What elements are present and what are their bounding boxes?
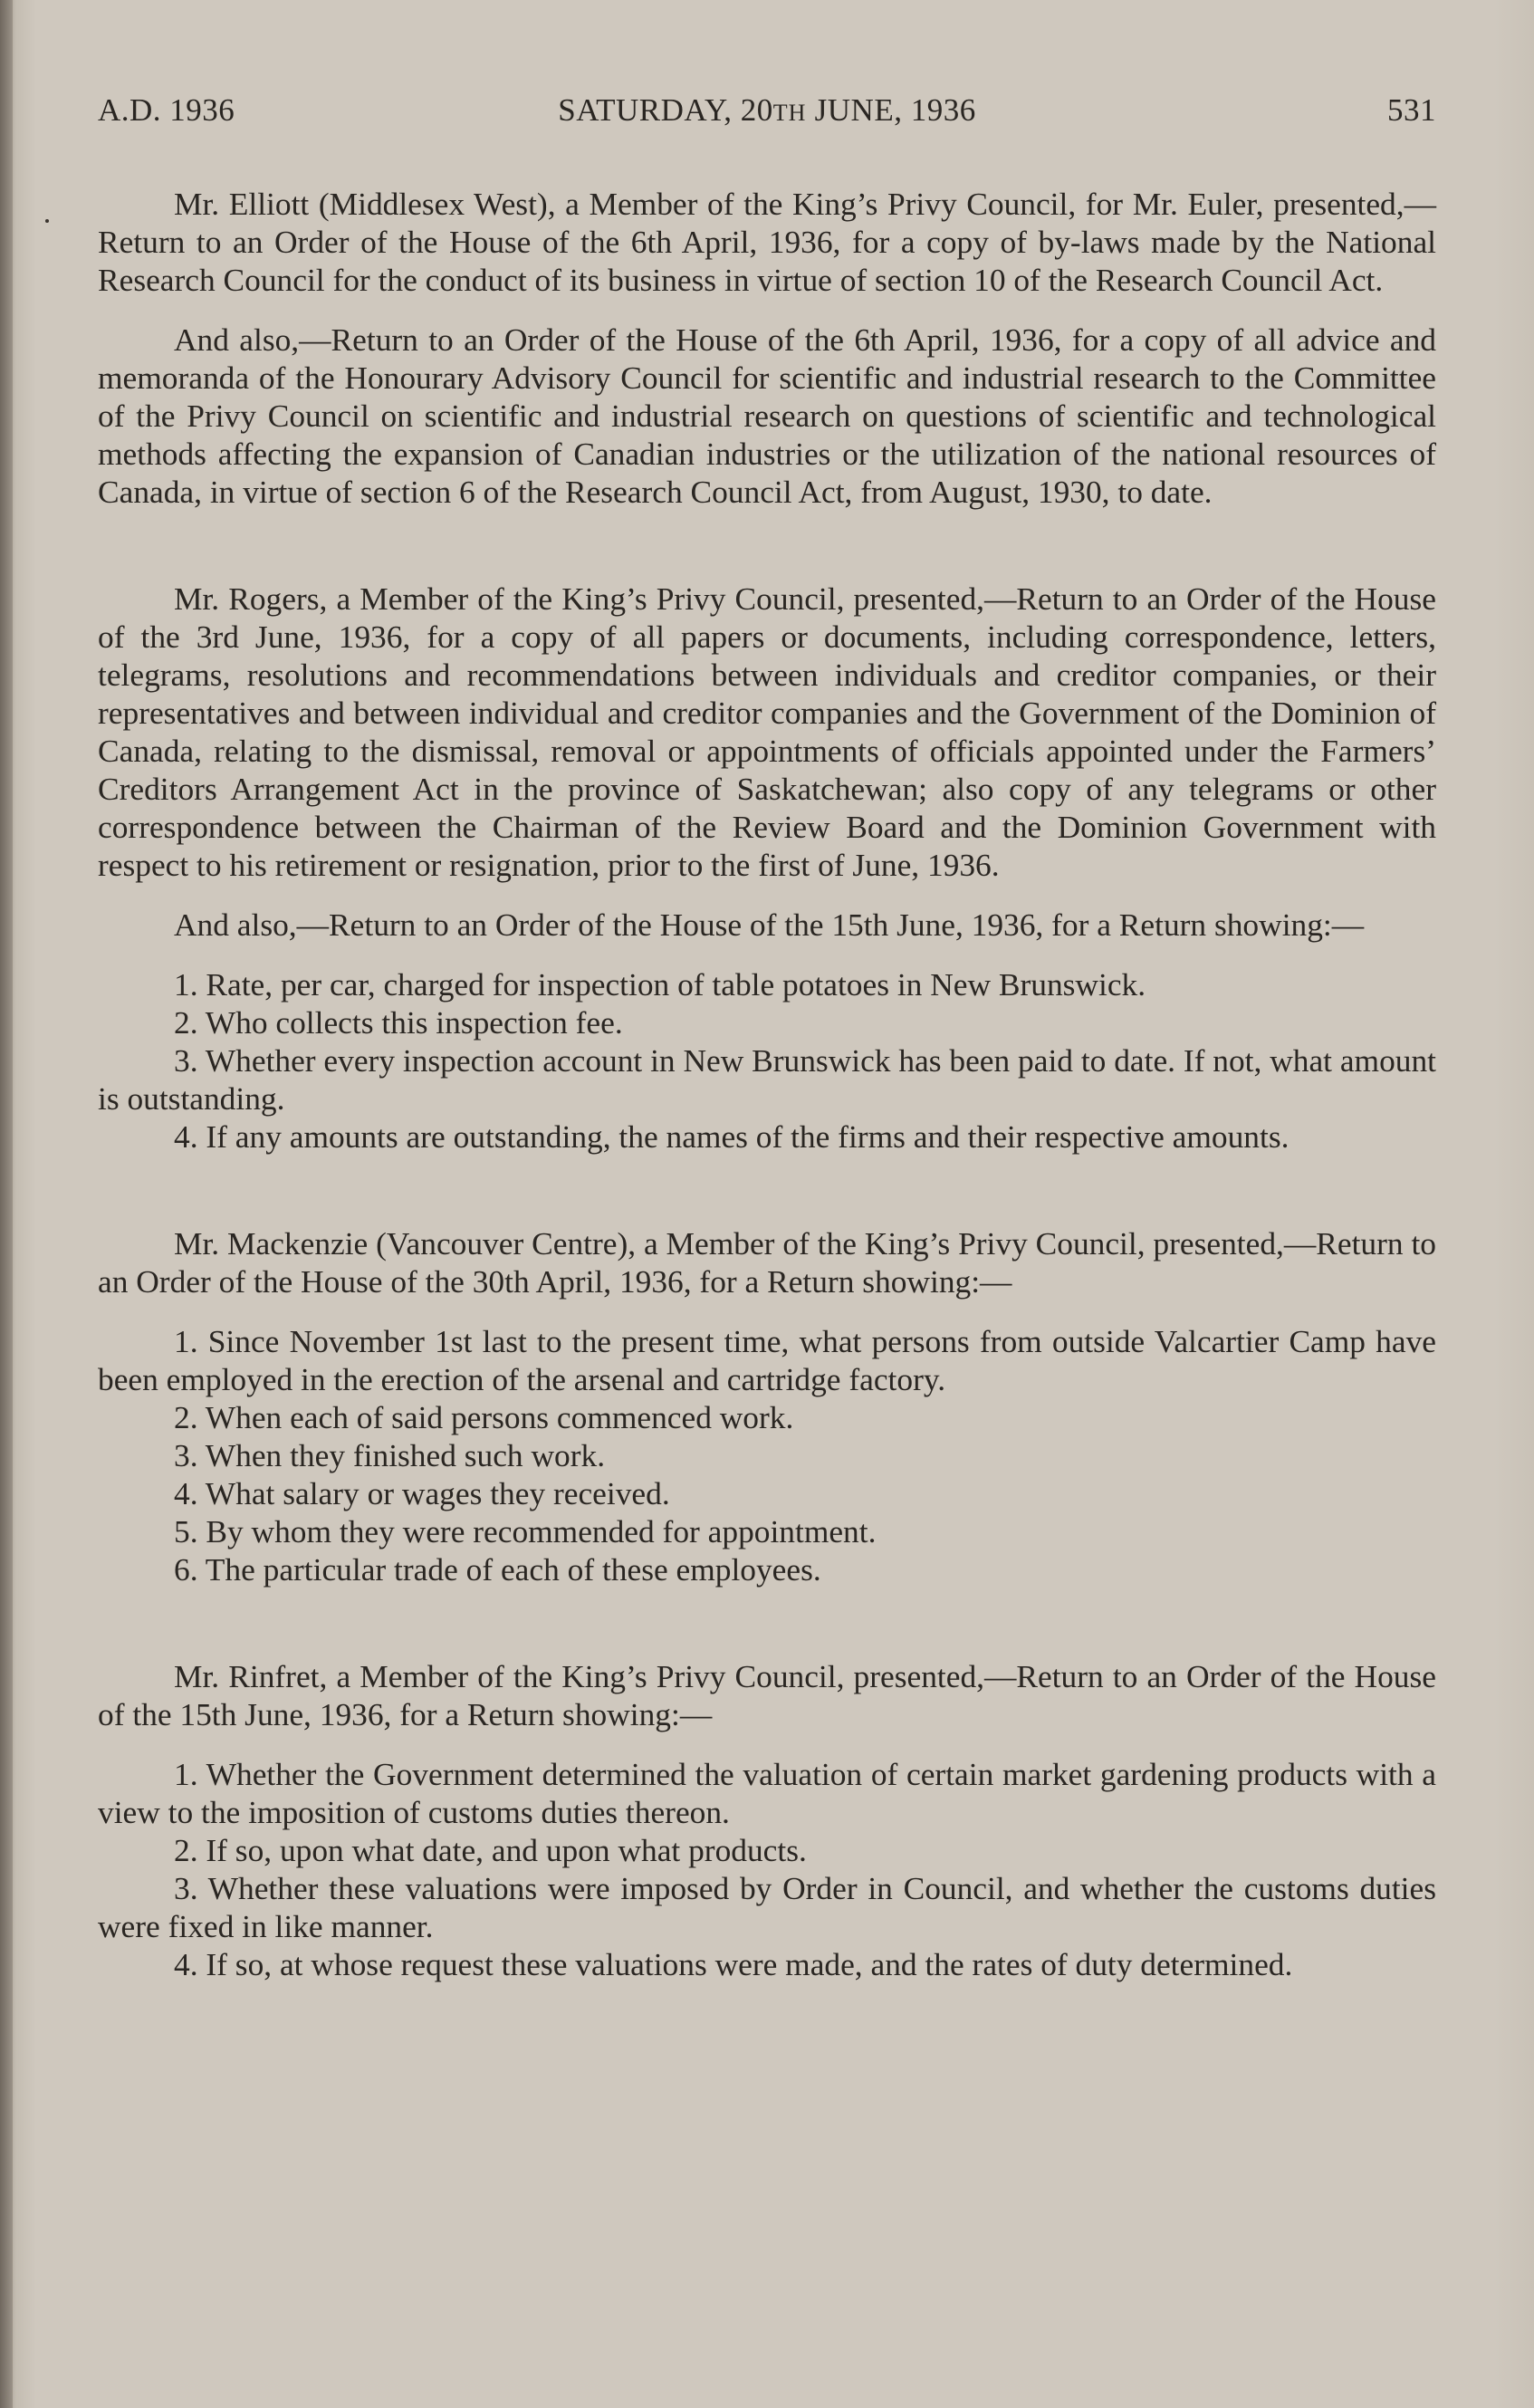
list-item: 2. When each of said persons commenced work. [174, 1399, 794, 1435]
list-item: 3. Whether these valuations were imposed by Order in Council, and whether the customs duties were fixed in like manner. [98, 1870, 1436, 1944]
list-item: 3. Whether every inspection account in New Brunswick has been paid to date. If not, what amount is outstanding. [98, 1042, 1436, 1117]
list-valuations [98, 1755, 1436, 1983]
list-item: 4. If so, at whose request these valuations were made, and the rates of duty determined. [174, 1946, 1293, 1982]
header-date-suffix: JUNE, 1936 [806, 92, 976, 128]
margin-dot [45, 219, 49, 223]
page-header [98, 91, 1436, 130]
list-item: 1. Since November 1st last to the present time, what persons from outside Valcartier Camp have been employed in the erection of the arsenal and cartridge factory. [98, 1323, 1436, 1397]
list-item: 2. If so, upon what date, and upon what products. [174, 1832, 807, 1868]
paragraph-rogers-also: And also,—Return to an Order of the House of the 15th June, 1936, for a Return showing:— [174, 907, 1365, 943]
list-item: 5. By whom they were recommended for appointment. [174, 1513, 877, 1549]
list-item: 4. If any amounts are outstanding, the names of the firms and their respective amounts. [174, 1118, 1290, 1155]
list-item: 3. When they finished such work. [174, 1437, 606, 1473]
list-item: 2. Who collects this inspection fee. [174, 1004, 623, 1041]
header-date-ordinal: TH [772, 100, 807, 126]
paragraph-rinfret: Mr. Rinfret, a Member of the King’s Privy Council, presented,—Return to an Order of the House of the 15th June, 1936, for a Return showing:— [98, 1658, 1436, 1732]
list-item: 6. The particular trade of each of these employees. [174, 1551, 821, 1588]
header-date-prefix: SATURDAY, 20 [558, 92, 773, 128]
list-item: 1. Rate, per car, charged for inspection of table potatoes in New Brunswick. [174, 966, 1146, 1003]
page-binding-edge [0, 0, 13, 2408]
list-item: 1. Whether the Government determined the valuation of certain market gardening products with a view to the imposition of customs duties thereon. [98, 1756, 1436, 1830]
paragraph-mackenzie: Mr. Mackenzie (Vancouver Centre), a Member of the King’s Privy Council, presented,—Return to an Order of the House of the 30th April, 1936, for a Return showing:— [98, 1225, 1436, 1300]
journal-body [98, 185, 1436, 1983]
page-number: 531 [1387, 92, 1436, 128]
list-item: 4. What salary or wages they received. [174, 1475, 670, 1511]
list-valcartier [98, 1322, 1436, 1588]
paragraph-rogers: Mr. Rogers, a Member of the King’s Privy Council, presented,—Return to an Order of the House of the 3rd June, 1936, for a copy of all papers or documents, including correspondence, letters, telegrams, resolutions and recommendations between individuals and creditor companies, or their representatives and between individual and creditor companies and the Government of the Dominion of Canada, relating to the dismissal, removal or appointments of officials appointed under the Farmers’ Creditors Arrangement Act in the province of Saskatchewan; also copy of any telegrams or other correspondence between the Chairman of the Review Board and the Dominion Government with respect to his retirement or resignation, prior to the first of June, 1936. [98, 580, 1436, 883]
header-year: A.D. 1936 [98, 92, 235, 128]
paragraph-elliott-also: And also,—Return to an Order of the House of the 6th April, 1936, for a copy of all advice and memoranda of the Honourary Advisory Council for scientific and industrial research to the Committee of the Privy Council on scientific and industrial research on questions of scientific and technological methods affecting the expansion of Canadian industries or the utilization of the national resources of Canada, in virtue of section 6 of the Research Council Act, from August, 1930, to date. [98, 321, 1436, 510]
paragraph-elliott: Mr. Elliott (Middlesex West), a Member of the King’s Privy Council, for Mr. Euler, presented,—Return to an Order of the House of the 6th April, 1936, for a copy of by-laws made by the National Research Council for the conduct of its business in virtue of section 10 of the Research Council Act. [98, 186, 1436, 298]
list-potatoes [98, 965, 1436, 1156]
header-date [98, 91, 1436, 133]
